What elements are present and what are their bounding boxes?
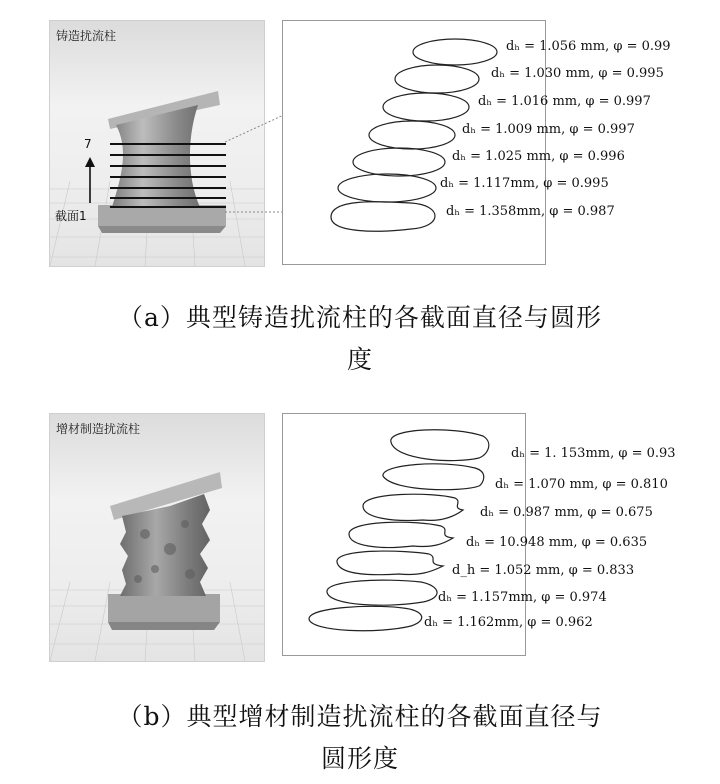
figure-b-caption-line2: 圆形度 (320, 744, 399, 773)
am-section-1 (309, 606, 422, 630)
figure-b-caption-line1: （b）典型增材制造扰流柱的各截面直径与 (117, 702, 603, 731)
cast-section-6 (395, 65, 479, 93)
top-section-index: 7 (84, 137, 92, 151)
cast-section-4-label: dₕ = 1.009 mm, φ = 0.997 (462, 122, 635, 137)
cast-section-7-label: dₕ = 1.056 mm, φ = 0.99 (506, 39, 671, 54)
am-section-7 (391, 430, 489, 461)
cast-section-2-label: dₕ = 1.117mm, φ = 0.995 (440, 176, 609, 191)
pin-base (98, 205, 226, 226)
am-section-3 (337, 551, 443, 575)
cast-section-outlines (283, 21, 545, 264)
cast-pin-illustration (50, 21, 264, 266)
cast-pin-render (49, 20, 265, 267)
cast-section-7 (413, 39, 497, 65)
figure-a-caption-line1: （a）典型铸造扰流柱的各截面直径与圆形 (118, 303, 602, 332)
am-section-1-label: dₕ = 1.162mm, φ = 0.962 (424, 615, 593, 630)
cast-section-4 (369, 121, 455, 149)
cast-section-3 (353, 148, 445, 176)
am-section-2-label: dₕ = 1.157mm, φ = 0.974 (438, 590, 607, 605)
cast-section-5-label: dₕ = 1.016 mm, φ = 0.997 (478, 94, 651, 109)
up-arrow-icon (85, 157, 95, 203)
cast-section-3-label: dₕ = 1.025 mm, φ = 0.996 (452, 149, 625, 164)
cast-pin-title: 铸造扰流柱 (56, 29, 117, 43)
cast-section-6-label: dₕ = 1.030 mm, φ = 0.995 (491, 66, 664, 81)
cast-section-panel (282, 20, 546, 265)
am-section-5-label: dₕ = 0.987 mm, φ = 0.675 (480, 505, 653, 520)
am-section-5 (363, 494, 463, 520)
am-section-4-label: dₕ = 10.948 mm, φ = 0.635 (466, 535, 648, 550)
am-section-7-label: dₕ = 1. 153mm, φ = 0.93 (511, 446, 676, 461)
am-section-6-label: dₕ = 1.070 mm, φ = 0.810 (495, 477, 668, 492)
am-pin-base (108, 594, 220, 622)
bottom-section-label: 截面1 (55, 209, 87, 223)
am-pin-render (49, 413, 265, 662)
cast-section-2 (338, 174, 436, 202)
cast-section-1-label: dₕ = 1.358mm, φ = 0.987 (446, 204, 615, 219)
am-section-4 (349, 522, 453, 547)
figure-a-caption-line2: 度 (346, 345, 373, 374)
am-pin-title: 增材制造扰流柱 (56, 422, 141, 436)
am-section-2 (327, 580, 437, 605)
cast-section-5 (383, 93, 469, 121)
cast-section-1 (331, 202, 435, 231)
am-section-3-label: d_h = 1.052 mm, φ = 0.833 (452, 563, 635, 578)
am-pin-illustration (50, 414, 264, 661)
am-section-6 (383, 464, 484, 490)
